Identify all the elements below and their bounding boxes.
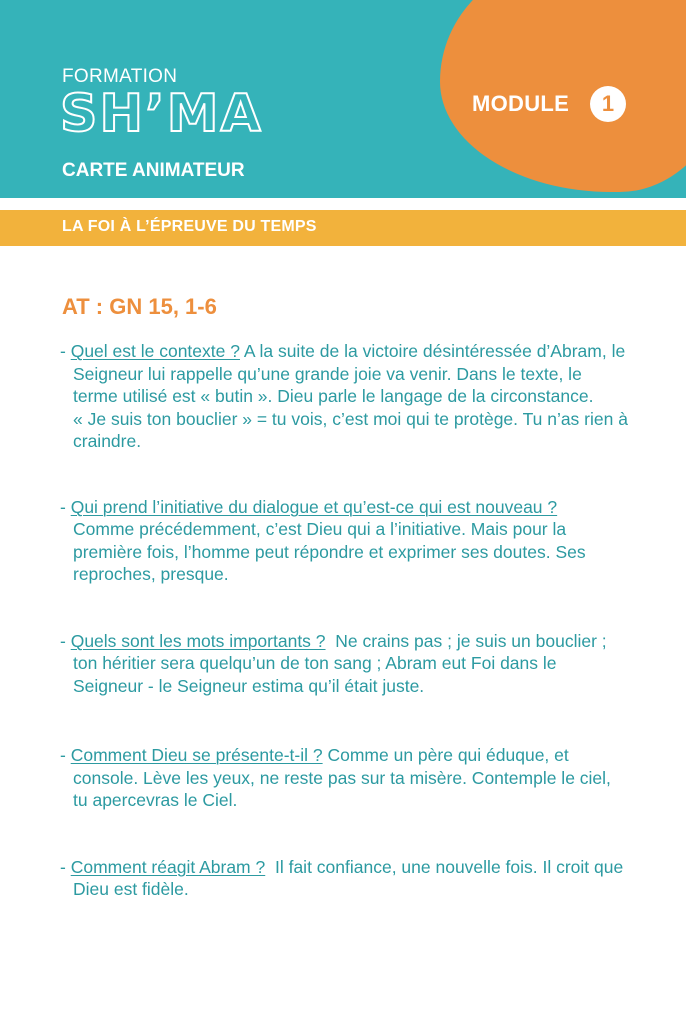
- answer-text: Comme précédemment, c’est Dieu qui a l’initiative. Mais pour la première fois, l’homme peut répondre et exprimer ses doutes. Ses reproches, presque.: [73, 519, 586, 584]
- module-label: MODULE: [472, 91, 570, 116]
- answer-text: Comme un père qui éduque, et console. Lève les yeux, ne reste pas sur ta misère. Contemple le ciel, tu apercevras le Ciel.: [73, 745, 611, 810]
- card-type-label: CARTE ANIMATEUR: [62, 160, 245, 181]
- question-item: - Comment réagit Abram ? Il fait confiance, une nouvelle fois. Il croit que Dieu est fidèle.: [60, 856, 624, 899]
- question-text: Qui prend l’initiative du dialogue et qu’est-ce qui est nouveau ?: [70, 496, 558, 517]
- title-banner: [0, 210, 686, 246]
- banner-title: LA FOI À L’ÉPREUVE DU TEMPS: [62, 218, 317, 235]
- shma-logo: SH’MA: [60, 84, 263, 144]
- module-number-badge: 1: [590, 86, 626, 122]
- answer-text: Ne crains pas ; je suis un bouclier ; ton héritier sera quelqu’un de ton sang ; Abram eut Foi dans le Seigneur - le Seigneur estima qu’il était juste.: [73, 630, 607, 696]
- answer-text: Il fait confiance, une nouvelle fois. Il croit que Dieu est fidèle.: [73, 856, 624, 899]
- questions-list: [60, 340, 630, 901]
- answer-extra-text: « Je suis ton bouclier » = tu vois, c’est moi qui te protège. Tu n’as rien à craindre.: [73, 408, 628, 451]
- question-text: Quel est le contexte ?: [70, 341, 240, 361]
- question-item: - Quel est le contexte ? A la suite de la victoire désintéressée d’Abram, le Seigneur lui rappelle qu’une grande joie va venir. Dans le texte, le terme utilisé est « butin ». Dieu parle le langage de la circonstance. « Je suis ton bouclier » = tu vois, c’est moi qui te protège. Tu n’as rien à craindre.: [60, 341, 628, 451]
- header: [0, 0, 686, 198]
- question-item: - Qui prend l’initiative du dialogue et qu’est-ce qui est nouveau ? Comme précédemment, c’est Dieu qui a l’initiative. Mais pour la première fois, l’homme peut répondre et exprimer ses doutes. Ses reproches, presque.: [60, 496, 586, 584]
- scripture-reference: AT : GN 15, 1-6: [62, 294, 217, 319]
- answer-text: A la suite de la victoire désintéressée d’Abram, le Seigneur lui rappelle qu’une grande joie va venir. Dans le texte, le terme utilisé est « butin ». Dieu parle le langage de la circonstance.: [73, 341, 626, 406]
- question-text: Quels sont les mots importants ?: [70, 630, 326, 651]
- question-text: Comment Dieu se présente-t-il ?: [70, 745, 323, 765]
- question-item: - Comment Dieu se présente-t-il ? Comme un père qui éduque, et console. Lève les yeux, ne reste pas sur ta misère. Contemple le ciel, tu apercevras le Ciel.: [60, 745, 611, 810]
- question-text: Comment réagit Abram ?: [70, 856, 266, 877]
- question-item: - Quels sont les mots importants ? Ne crains pas ; je suis un bouclier ; ton héritier sera quelqu’un de ton sang ; Abram eut Foi dans le Seigneur - le Seigneur estima qu’il était juste.: [60, 630, 607, 696]
- formation-label: FORMATION: [62, 66, 178, 87]
